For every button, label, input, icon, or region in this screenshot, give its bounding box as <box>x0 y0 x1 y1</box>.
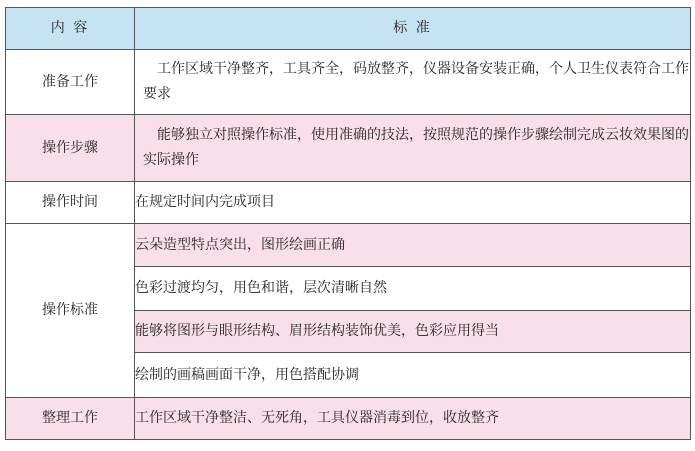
standard-cleanup: 工作区域干净整洁、无死角，工具仪器消毒到位，收放整齐 <box>135 398 691 440</box>
table-row-criteria-1 <box>6 224 691 267</box>
standard-time: 在规定时间内完成项目 <box>135 182 691 224</box>
category-steps: 操作步骤 <box>6 115 135 182</box>
table-header-row <box>6 8 691 50</box>
header-content-cell: 内 容 <box>6 8 135 50</box>
table-row-time <box>6 182 691 224</box>
table-row-cleanup <box>6 398 691 440</box>
header-standard-cell: 标 准 <box>135 8 691 50</box>
standard-steps: 能够独立对照操作标准，使用准确的技法，按照规范的操作步骤绘制完成云妆效果图的实际操作 <box>135 115 691 182</box>
category-preparation: 准备工作 <box>6 50 135 115</box>
standard-preparation: 工作区域干净整齐，工具齐全，码放整齐，仪器设备安装正确，个人卫生仪表符合工作要求 <box>135 50 691 115</box>
table-row-steps <box>6 115 691 182</box>
standard-criteria-item: 色彩过渡均匀，用色和谐，层次清晰自然 <box>135 267 691 311</box>
category-cleanup: 整理工作 <box>6 398 135 440</box>
standard-criteria-item: 能够将图形与眼形结构、眉形结构装饰优美，色彩应用得当 <box>135 311 691 353</box>
standard-criteria-item: 绘制的画稿画面干净，用色搭配协调 <box>135 353 691 398</box>
standard-criteria-item: 云朵造型特点突出，图形绘画正确 <box>135 224 691 267</box>
category-criteria: 操作标准 <box>6 224 135 398</box>
table-row-preparation <box>6 50 691 115</box>
category-time: 操作时间 <box>6 182 135 224</box>
standards-table <box>5 7 691 440</box>
